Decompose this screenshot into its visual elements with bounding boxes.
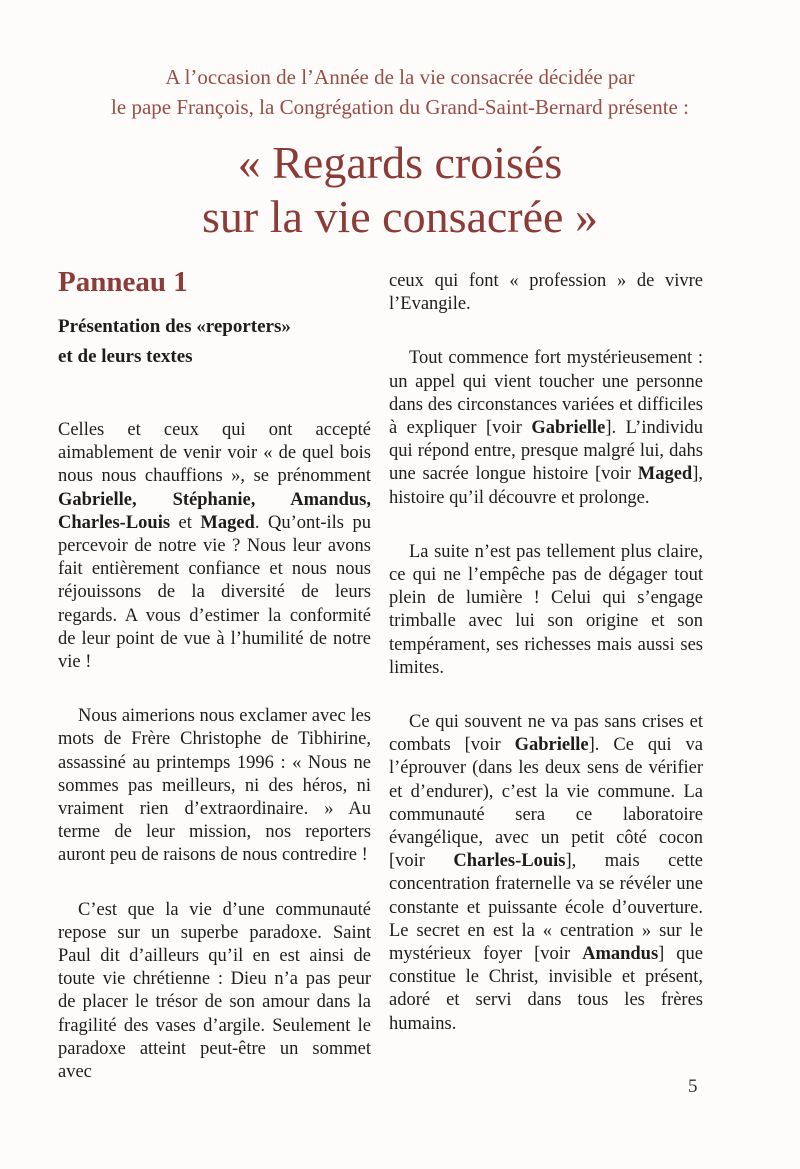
intro-text: [40, 62, 760, 122]
page-number: 5: [688, 1076, 698, 1097]
paragraph-call: [389, 347, 703, 509]
right-column: [389, 270, 703, 1036]
text-run: ], mais cette concentration fraternelle va se révéler une constante et puissante école d’ouverture. Le secret en est la « centration » sur le mystérieux foyer [voir: [389, 851, 704, 965]
reference-gabrielle: Gabrielle: [531, 418, 606, 439]
reporter-name-maged: Maged: [200, 512, 255, 533]
paragraph-community: [389, 711, 703, 1036]
paragraph-reporters: [58, 419, 371, 674]
text-run: et: [170, 512, 201, 533]
text-run: Ce qui souvent ne va pas sans crises et combats [voir: [389, 712, 703, 756]
title-line-2: sur la vie consacrée »: [202, 191, 598, 242]
intro-line-1: A l’occasion de l’Année de la vie consacrée décidée par: [165, 65, 635, 89]
text-run: ]. L’individu qui répond entre, presque malgré lui, dahs une sacrée longue histoire [voir: [389, 418, 703, 485]
text-run: ]. Ce qui va l’éprouver (dans les deux sens de vérifier et d’endurer), c’est la vie commune. La communauté sera ce laboratoire évangélique, avec un petit côté cocon [voir: [389, 735, 704, 872]
paragraph-light: La suite n’est pas tellement plus claire, ce qui ne l’empêche pas de dégager tout plein de lumière ! Celui qui s’engage trimballe avec lui son origine et son tempérament, ses richesses mais aussi ses limites.: [389, 541, 703, 678]
reference-charles-louis: Charles-Louis: [453, 851, 566, 872]
text-run: ] que constitue le Christ, invisible et présent, adoré et servi dans tous les frères humains.: [389, 944, 704, 1034]
paragraph-profession: ceux qui font « profession » de vivre l’Evangile.: [389, 271, 703, 315]
text-run: Tout commence fort mystérieusement : un appel qui vient toucher une personne dans des circonstances variées et difficiles à expliquer [voir: [389, 348, 703, 439]
paragraph-paradox: C’est que la vie d’une communauté repose sur un superbe paradoxe. Saint Paul dit d’ailleurs qu’il en est ainsi de toute vie chrétienne : Dieu n’a pas peur de placer le trésor de son amour dans la fragilité des vases d’argile. Seulement le paradoxe atteint peut-être un sommet avec: [58, 899, 371, 1083]
paragraph-tibhirine: Nous aimerions nous exclamer avec les mots de Frère Christophe de Tibhirine, assassiné au printemps 1996 : « Nous ne sommes pas meilleurs, ni des héros, ni vraiment rien d’extraordinaire. » Au terme de leur mission, nos reporters auront peu de raisons de nous contredire !: [58, 706, 371, 866]
title-line-1: « Regards croisés: [237, 137, 563, 188]
panel-heading: Panneau 1: [58, 266, 188, 298]
text-run: . Qu’ont-ils pu percevoir de notre vie ? Nous leur avons fait entièrement confiance et nous nous réjouissons de la diversité de leurs regards. A vous d’estimer la conformité de leur point de vue à l’humilité de notre vie !: [58, 512, 371, 673]
intro-line-2: le pape François, la Congrégation du Grand-Saint-Bernard présente :: [111, 95, 689, 119]
reference-amandus: Amandus: [582, 944, 659, 965]
subheading-line-1: Présentation des «reporters»: [58, 316, 291, 337]
reference-maged: Maged: [637, 464, 693, 485]
reference-gabrielle: Gabrielle: [514, 735, 589, 756]
left-column: [58, 262, 371, 1084]
subheading-line-2: et de leurs textes: [58, 346, 193, 367]
reporter-names: Gabrielle, Stéphanie, Amandus, Charles-Louis: [58, 489, 371, 533]
text-run: ], histoire qu’il découvre et prolonge.: [389, 464, 703, 508]
page-title: [40, 136, 760, 244]
panel-subheading: [58, 312, 371, 372]
text-run: Celles et ceux qui ont accepté aimablement de venir voir « de quel bois nous nous chauffions », se prénomment: [58, 420, 371, 487]
